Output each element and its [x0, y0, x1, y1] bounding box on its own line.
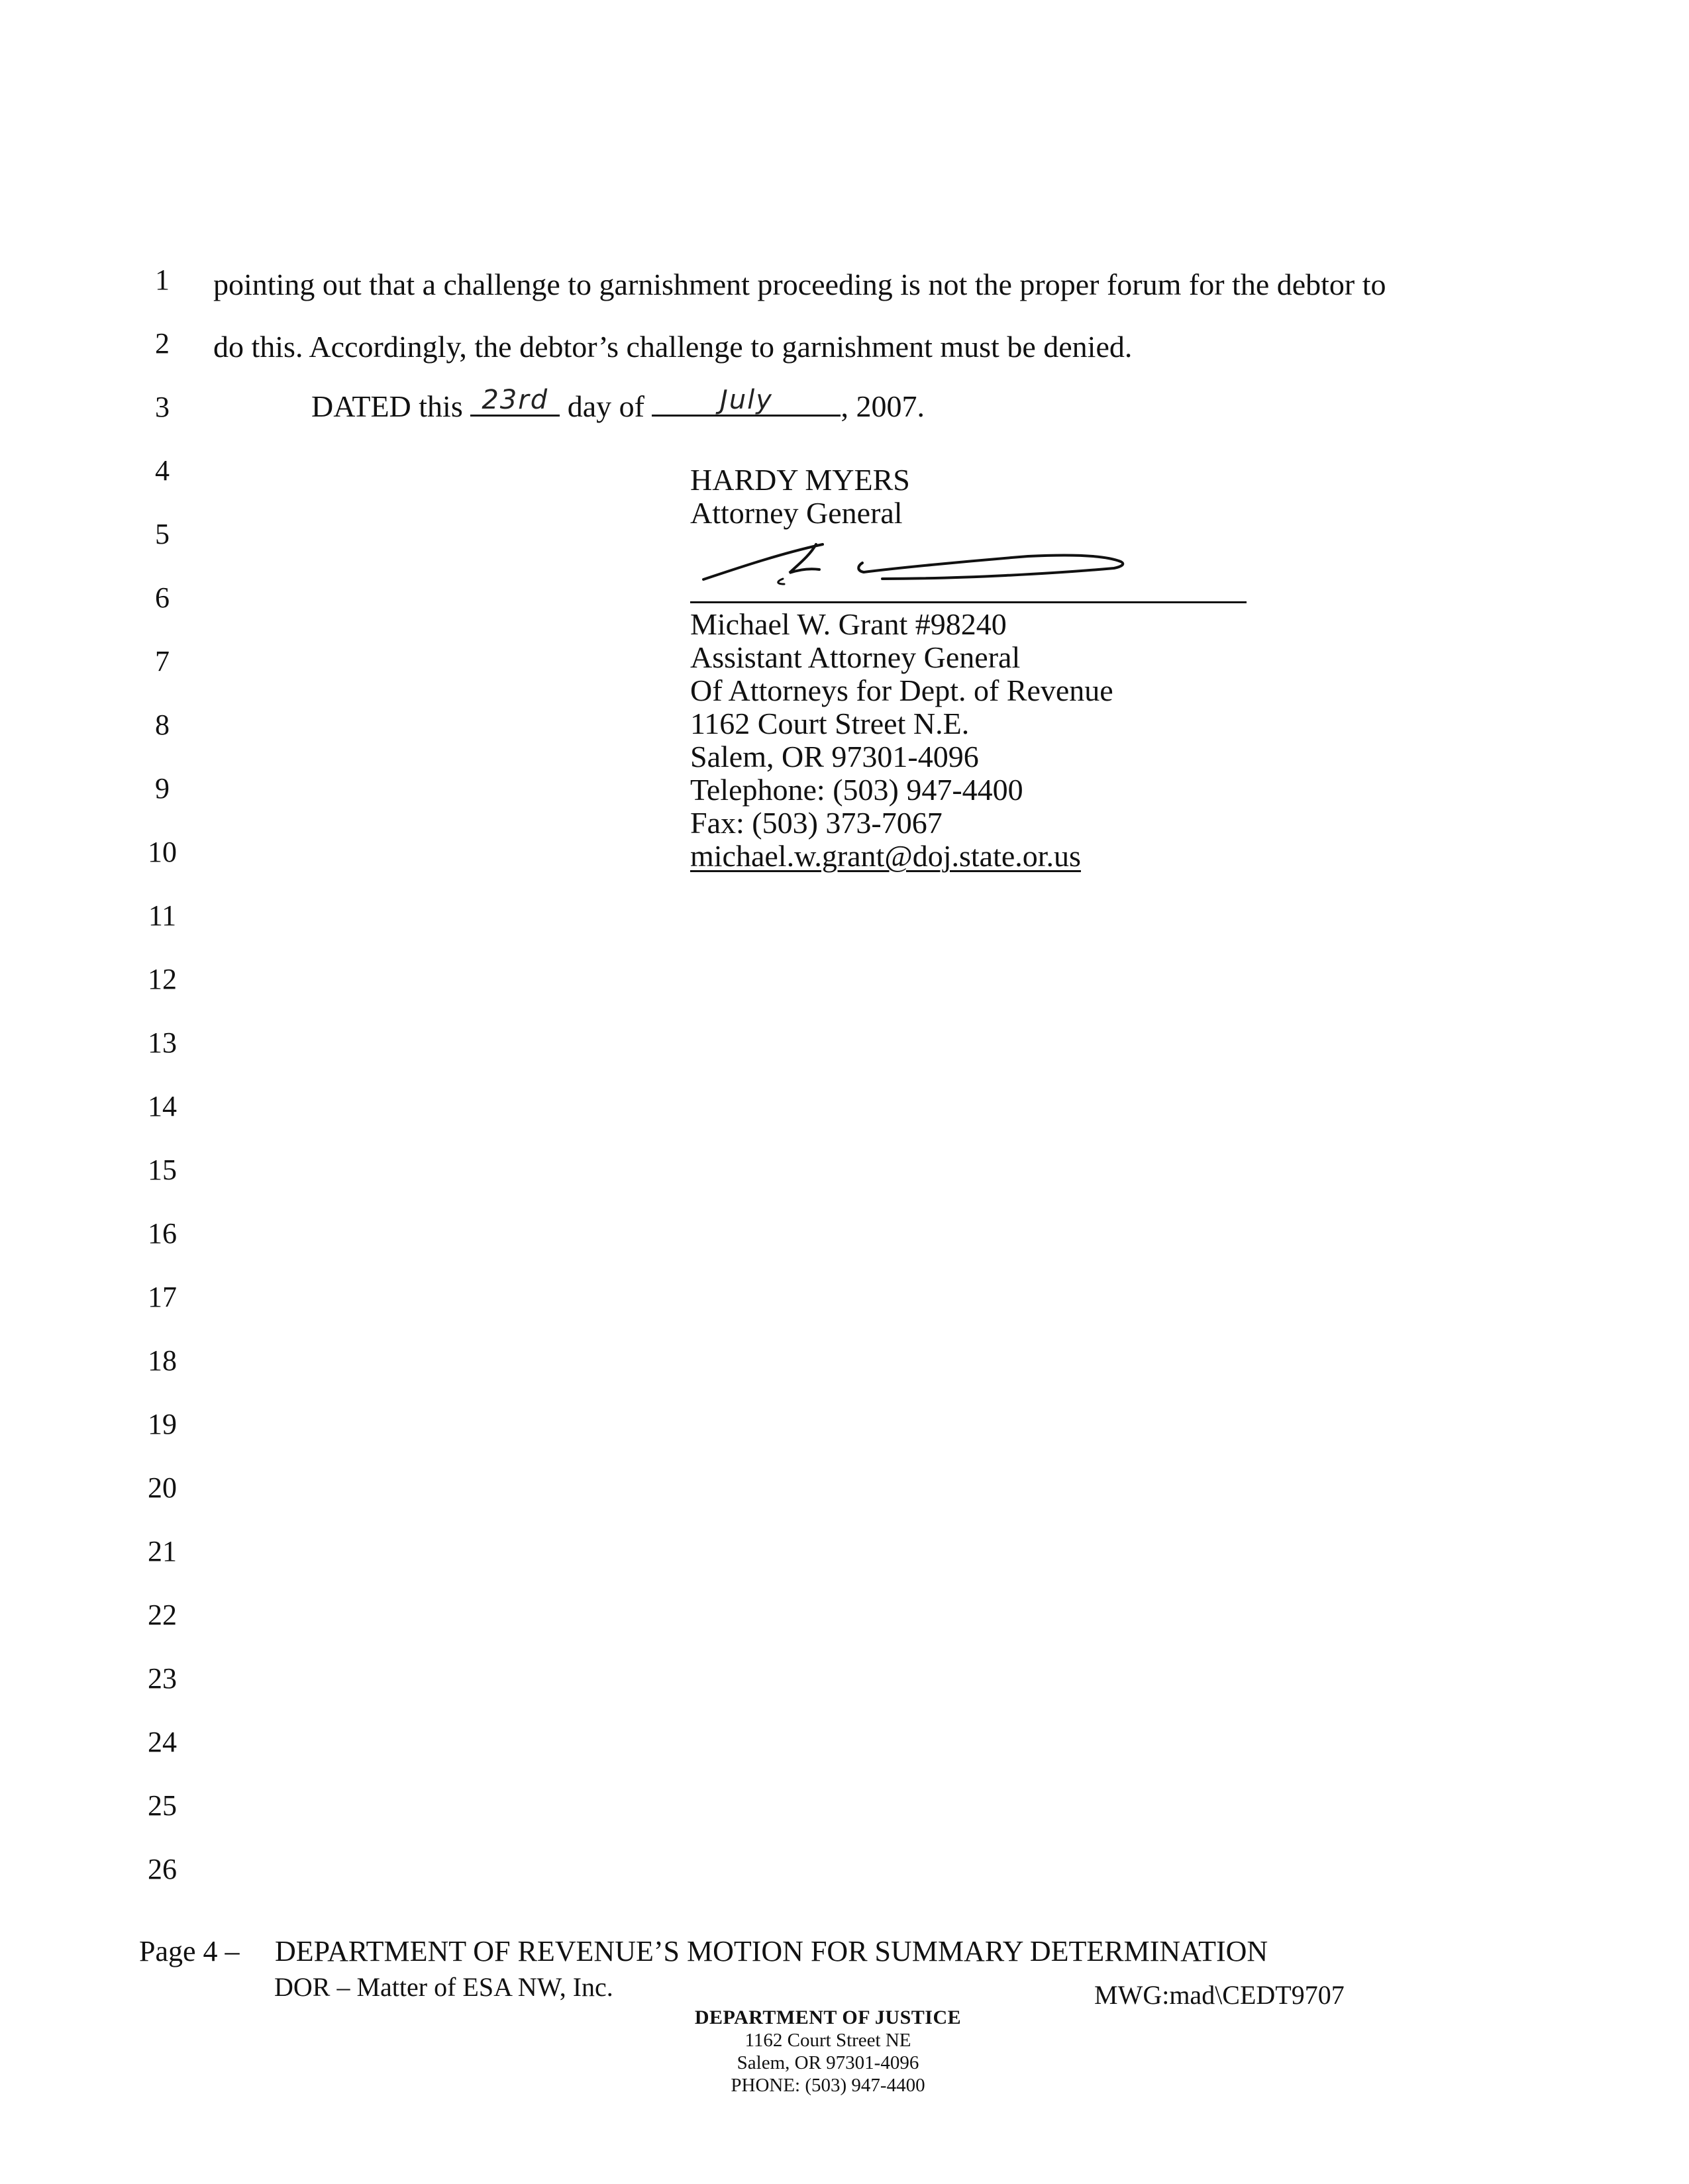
- line-number: 21: [148, 1535, 177, 1567]
- handwritten-day: 23rd: [482, 385, 549, 415]
- attorney-general-title: Attorney General: [690, 496, 903, 530]
- dated-year: , 2007.: [841, 389, 925, 423]
- department-phone: PHONE: (503) 947-4400: [731, 2075, 925, 2096]
- line-number: 1: [155, 264, 170, 296]
- line-numbers-column: [0, 0, 199, 1987]
- line-number: 19: [148, 1408, 177, 1440]
- line-number: 8: [155, 709, 170, 741]
- line-number: 9: [155, 772, 170, 805]
- line-number: 25: [148, 1789, 177, 1822]
- telephone: Telephone: (503) 947-4400: [690, 773, 1023, 807]
- day-blank: [470, 385, 560, 417]
- city-address: Salem, OR 97301-4096: [690, 740, 979, 773]
- line-number: 23: [148, 1662, 177, 1695]
- department-name: DEPARTMENT OF JUSTICE: [694, 2007, 962, 2028]
- dated-prefix: DATED this: [311, 389, 463, 423]
- signature-block: [690, 464, 1286, 873]
- file-reference: MWG:mad\CEDT9707: [1094, 1980, 1345, 2010]
- line-number: 6: [155, 581, 170, 614]
- body-text-line-1: pointing out that a challenge to garnishment proceeding is not the proper forum for the debtor to: [213, 268, 1386, 301]
- line-number: 14: [148, 1090, 177, 1122]
- line-number: 26: [148, 1853, 177, 1885]
- body-text-line-2: do this. Accordingly, the debtor’s challenge to garnishment must be denied.: [213, 330, 1133, 364]
- street-address: 1162 Court Street N.E.: [690, 707, 970, 740]
- line-number: 22: [148, 1599, 177, 1631]
- line-number: 18: [148, 1344, 177, 1377]
- line-number: 16: [148, 1217, 177, 1250]
- line-number: 20: [148, 1471, 177, 1504]
- line-number: 11: [148, 899, 177, 932]
- fax: Fax: (503) 373-7067: [690, 806, 943, 840]
- matter-line: DOR – Matter of ESA NW, Inc.: [274, 1972, 613, 2002]
- line-number: 7: [155, 645, 170, 677]
- line-number: 5: [155, 518, 170, 550]
- line-number: 24: [148, 1726, 177, 1758]
- line-number: 13: [148, 1026, 177, 1059]
- signer-name: Michael W. Grant #98240: [690, 607, 1007, 641]
- department-street: 1162 Court Street NE: [744, 2030, 911, 2051]
- signature-line: [690, 601, 1247, 603]
- line-number: 4: [155, 454, 170, 487]
- dated-line: [311, 385, 925, 425]
- dated-middle: day of: [567, 389, 644, 423]
- of-attorneys: Of Attorneys for Dept. of Revenue: [690, 673, 1113, 707]
- department-address-block: [596, 2007, 1060, 2097]
- document-title: DEPARTMENT OF REVENUE’S MOTION FOR SUMMARY DETERMINATION: [275, 1935, 1268, 1967]
- month-blank: [652, 385, 841, 417]
- handwritten-month: July: [720, 385, 773, 415]
- line-number: 10: [148, 836, 177, 868]
- page-label: Page 4 –: [139, 1935, 240, 1967]
- department-city: Salem, OR 97301-4096: [737, 2052, 919, 2073]
- footer-title-line: [139, 1935, 1268, 1968]
- attorney-general-name: HARDY MYERS: [690, 463, 910, 497]
- line-number: 15: [148, 1154, 177, 1186]
- line-number: 17: [148, 1281, 177, 1313]
- handwritten-signature-icon: [684, 530, 1253, 603]
- email-link[interactable]: michael.w.grant@doj.state.or.us: [690, 839, 1081, 873]
- signer-title: Assistant Attorney General: [690, 640, 1021, 674]
- line-number: 2: [155, 327, 170, 360]
- signature-area: [690, 530, 1286, 608]
- line-number: 3: [155, 391, 170, 423]
- line-number: 12: [148, 963, 177, 995]
